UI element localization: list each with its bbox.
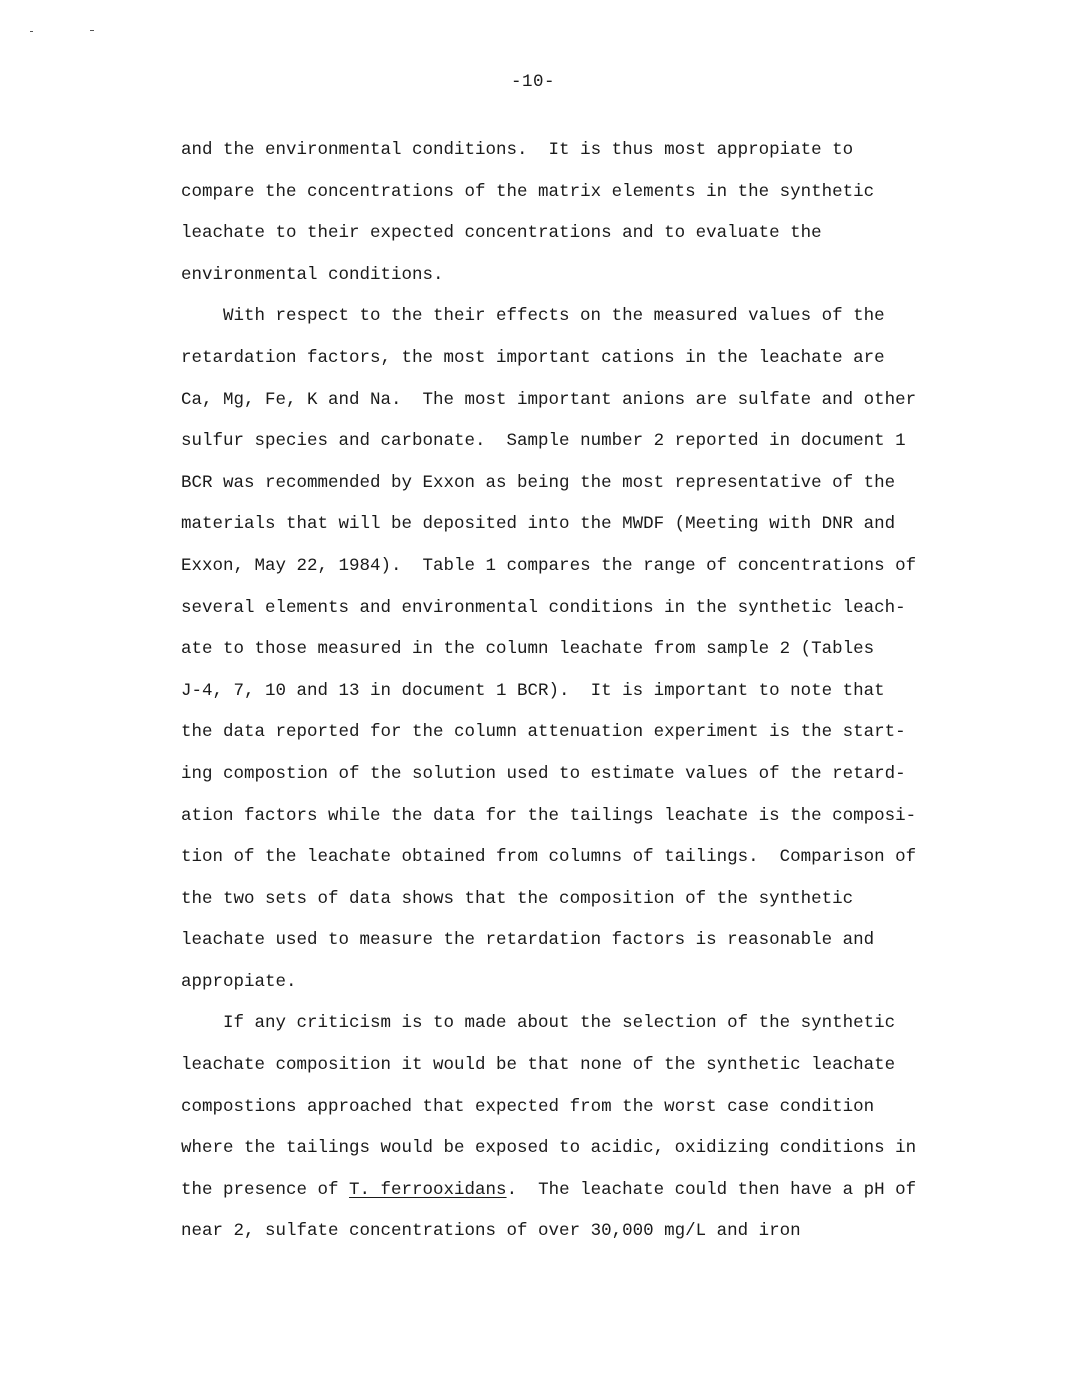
text-line: compare the concentrations of the matrix elements in the synthetic	[181, 181, 875, 202]
paragraph	[181, 1003, 941, 1253]
text-line: and the environmental conditions. It is thus most appropiate to	[181, 140, 854, 160]
text-line: ation factors while the data for the tailings leachate is the composi-	[181, 805, 917, 826]
text-line: leachate to their expected concentrations and to evaluate the	[181, 223, 822, 244]
document-body	[181, 130, 941, 1253]
text-segment: . The leachate could then have a pH of	[506, 1179, 917, 1200]
page-number: -10-	[510, 72, 555, 92]
text-segment: the presence of	[181, 1179, 350, 1200]
text-line: compostions approached that expected from the worst case condition	[181, 1096, 875, 1117]
text-line: J-4, 7, 10 and 13 in document 1 BCR). It is important to note that	[181, 680, 885, 701]
text-line: leachate composition it would be that none of the synthetic leachate	[181, 1055, 896, 1076]
scan-speck	[90, 30, 94, 31]
paragraph	[181, 296, 941, 1003]
text-line	[181, 1170, 941, 1212]
text-line: ate to those measured in the column leachate from sample 2 (Tables	[181, 639, 875, 660]
text-line: environmental conditions.	[181, 264, 444, 285]
text-line: leachate used to measure the retardation factors is reasonable and	[181, 930, 875, 951]
text-line: Exxon, May 22, 1984). Table 1 compares the range of concentrations of	[181, 555, 917, 576]
scan-speck	[30, 31, 33, 32]
text-line: materials that will be deposited into the MWDF (Meeting with DNR and	[181, 514, 896, 535]
text-line: several elements and environmental conditions in the synthetic leach-	[181, 597, 906, 618]
text-line: retardation factors, the most important cations in the leachate are	[181, 347, 885, 368]
species-name: T. ferrooxidans	[349, 1179, 507, 1200]
text-line: If any criticism is to made about the selection of the synthetic	[223, 1013, 896, 1034]
text-line: appropiate.	[181, 971, 297, 992]
text-line: near 2, sulfate concentrations of over 30,000 mg/L and iron	[181, 1221, 801, 1242]
text-line: BCR was recommended by Exxon as being the most representative of the	[181, 472, 896, 493]
text-line: With respect to the their effects on the measured values of the	[223, 306, 885, 327]
text-line: sulfur species and carbonate. Sample number 2 reported in document 1	[181, 431, 906, 452]
text-line: the data reported for the column attenuation experiment is the start-	[181, 722, 906, 743]
text-line: tion of the leachate obtained from columns of tailings. Comparison of	[181, 847, 917, 868]
text-line: Ca, Mg, Fe, K and Na. The most important anions are sulfate and other	[181, 389, 917, 410]
paragraph	[181, 130, 941, 296]
text-line: the two sets of data shows that the composition of the synthetic	[181, 888, 854, 909]
text-line: ing compostion of the solution used to estimate values of the retard-	[181, 763, 906, 784]
text-line: where the tailings would be exposed to acidic, oxidizing conditions in	[181, 1138, 917, 1159]
